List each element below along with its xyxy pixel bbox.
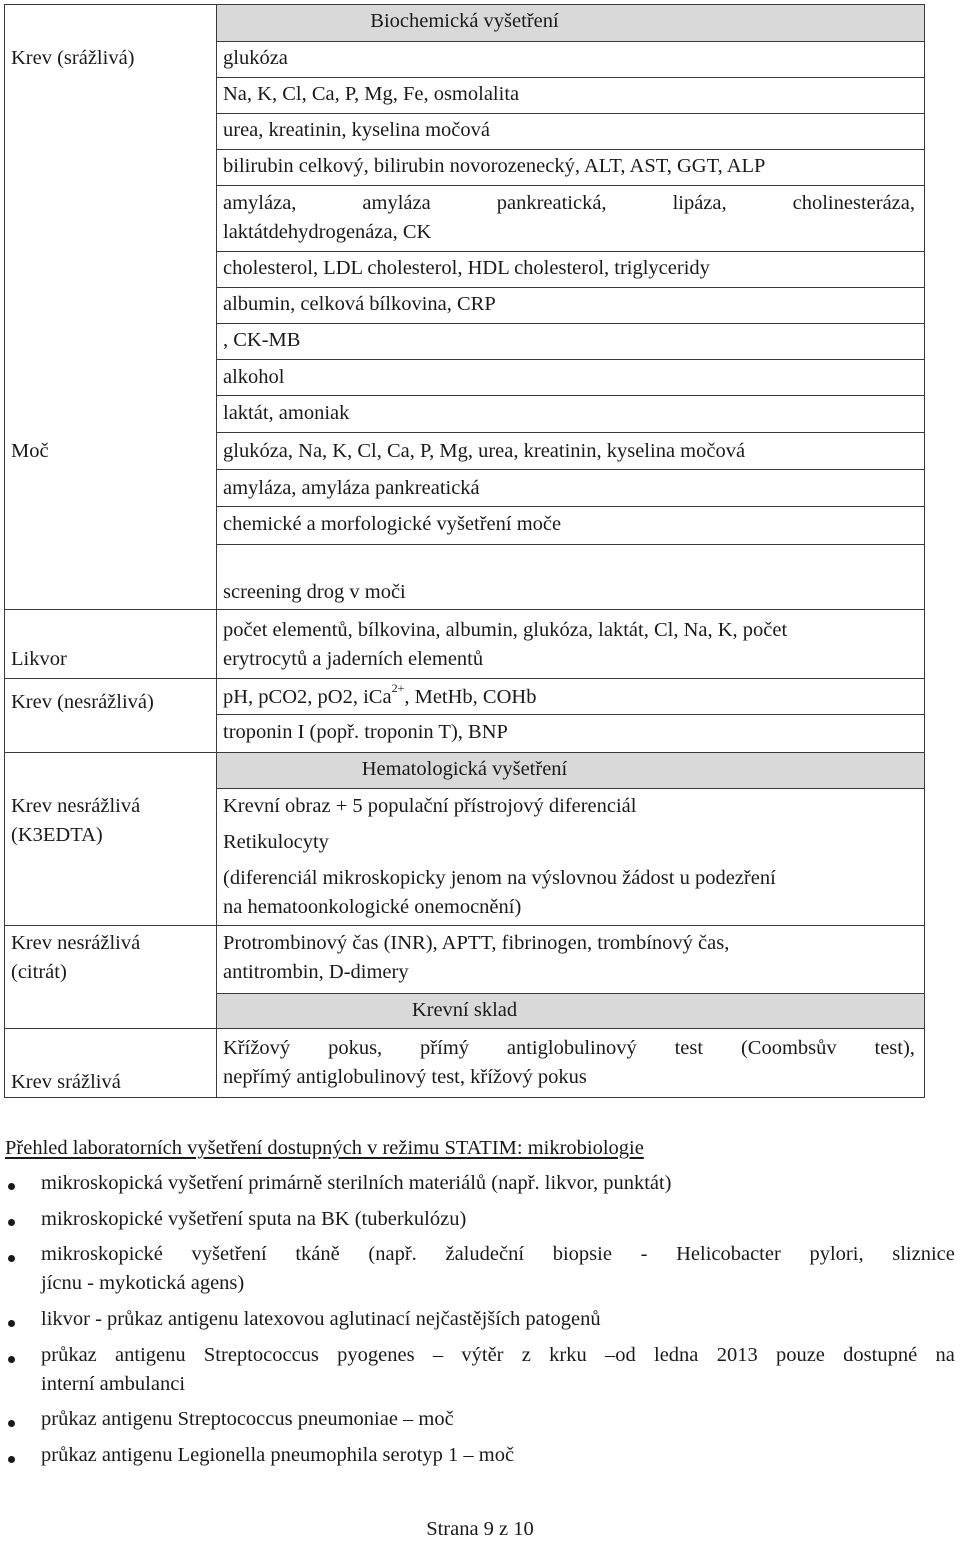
word: lipáza,: [672, 192, 727, 214]
hemat-header: Hematologická vyšetření: [361, 758, 568, 780]
word: (Coombsův: [740, 1037, 837, 1059]
cell-krevni-obraz: Krevní obraz + 5 populační přístrojový diferenciál: [223, 795, 637, 817]
left-sep: [4, 678, 217, 679]
word: Streptococcus: [203, 1344, 319, 1366]
left-sep: [4, 1028, 217, 1029]
cell-amylaza-2: laktátdehydrogenáza, CK: [223, 221, 432, 243]
bullet-dot: [8, 1219, 15, 1226]
cell-screening: screening drog v moči: [223, 581, 406, 603]
list-item-cont: interní ambulanci: [41, 1373, 186, 1395]
cell-cholesterol: cholesterol, LDL cholesterol, HDL cholesterol, triglyceridy: [223, 257, 710, 279]
plyny-text: pH, pCO2, pO2, iCa: [223, 686, 392, 708]
row-sep: [216, 185, 925, 186]
bullet-dot: [8, 1456, 15, 1463]
cell-moc-analyty: glukóza, Na, K, Cl, Ca, P, Mg, urea, kreatinin, kyselina močová: [223, 440, 746, 462]
row-sep: [216, 714, 925, 715]
row-sep: [216, 788, 925, 789]
word: (např.: [368, 1243, 417, 1265]
row-sep: [216, 149, 925, 150]
cell-koagulace-1: Protrombinový čas (INR), APTT, fibrinogen, trombínový čas,: [223, 932, 730, 954]
word: pouze: [775, 1344, 825, 1366]
bullet-dot: [8, 1320, 15, 1327]
word: výtěr: [461, 1344, 504, 1366]
table-border-left: [4, 4, 5, 1098]
row-sep: [216, 77, 925, 78]
cell-krevni-plyny: [223, 683, 536, 712]
list-item: [41, 1240, 955, 1269]
list-item: průkaz antigenu Legionella pneumophila serotyp 1 – moč: [41, 1444, 515, 1466]
row-sep: [216, 469, 925, 470]
cell-krizovy-pokus-2: nepřímý antiglobulinový test, křížový pokus: [223, 1066, 587, 1088]
krevni-sklad-header: Krevní sklad: [411, 999, 518, 1021]
row-sep: [216, 251, 925, 252]
cell-ckmb: , CK-MB: [223, 329, 301, 351]
word: cholinesteráza,: [792, 192, 915, 214]
ica-superscript: 2+: [391, 681, 405, 696]
word: amyláza,: [223, 192, 297, 214]
word: přímý: [420, 1037, 470, 1059]
word: průkaz: [41, 1344, 97, 1366]
label-likvor: Likvor: [11, 648, 67, 670]
cell-troponin: troponin I (popř. troponin T), BNP: [223, 721, 508, 743]
bullet-dot: [8, 1420, 15, 1427]
cell-likvor-1: počet elementů, bílkovina, albumin, glukóza, laktát, Cl, Na, K, počet: [223, 619, 788, 641]
row-sep: [216, 752, 925, 753]
word: vyšetření: [191, 1243, 267, 1265]
word: mikroskopické: [41, 1243, 163, 1265]
bullet-dot: [8, 1356, 15, 1363]
table-border-bottom: [4, 1097, 925, 1098]
word: ledna: [654, 1344, 699, 1366]
label-citrat-2: (citrát): [11, 961, 67, 983]
left-sep: [4, 752, 217, 753]
word: test),: [874, 1037, 915, 1059]
word: pyogenes: [337, 1344, 415, 1366]
word: pylori,: [809, 1243, 864, 1265]
table-col-divider: [216, 4, 217, 1098]
word: test: [674, 1037, 704, 1059]
word: 2013: [716, 1344, 758, 1366]
label-krev-srazliva-2: Krev srážlivá: [11, 1071, 121, 1093]
row-sep: [216, 41, 925, 42]
label-krev-nesrazliva: Krev (nesrážlivá): [11, 691, 154, 713]
cell-moc-chemicke: chemické a morfologické vyšetření moče: [223, 513, 562, 535]
word: –od: [605, 1344, 636, 1366]
word: pokus,: [328, 1037, 383, 1059]
bullet-dot: [8, 1255, 15, 1262]
bullet-dot: [8, 1183, 15, 1190]
label-moc: Moč: [11, 440, 49, 462]
row-sep: [216, 678, 925, 679]
table-border-top: [4, 4, 925, 5]
cell-koagulace-2: antitrombin, D-dimery: [223, 961, 409, 983]
list-item-cont: jícnu - mykotická agens): [41, 1272, 245, 1294]
list-item: likvor - průkaz antigenu latexovou aglutinací nejčastějších patogenů: [41, 1308, 601, 1330]
word: sliznice: [892, 1243, 955, 1265]
row-sep: [216, 993, 925, 994]
word: krku: [549, 1344, 587, 1366]
list-item: [41, 1341, 955, 1370]
cell-bilirubin: bilirubin celkový, bilirubin novorozenecký, ALT, AST, GGT, ALP: [223, 155, 766, 177]
word: antiglobulinový: [506, 1037, 637, 1059]
word: tkáně: [295, 1243, 340, 1265]
row-sep: [216, 395, 925, 396]
word: -: [640, 1243, 648, 1265]
cell-moc-amylaza: amyláza, amyláza pankreatická: [223, 477, 480, 499]
row-sep: [216, 432, 925, 433]
table-border-right: [924, 4, 925, 1098]
left-sep: [4, 925, 217, 926]
word: antigenu: [115, 1344, 186, 1366]
word: Křížový: [223, 1037, 291, 1059]
word: žaludeční: [445, 1243, 525, 1265]
word: –: [432, 1344, 444, 1366]
biochem-header: Biochemická vyšetření: [370, 10, 559, 32]
word: z: [521, 1344, 531, 1366]
word: dostupné: [843, 1344, 918, 1366]
label-krev-srazliva: Krev (srážlivá): [11, 47, 135, 69]
page-number: Strana 9 z 10: [426, 1518, 534, 1540]
row-sep: [216, 359, 925, 360]
cell-albumin: albumin, celková bílkovina, CRP: [223, 293, 496, 315]
row-sep: [216, 287, 925, 288]
list-item: průkaz antigenu Streptococcus pneumoniae – moč: [41, 1408, 454, 1430]
label-k3edta-1: Krev nesrážlivá: [11, 795, 141, 817]
cell-urea: urea, kreatinin, kyselina močová: [223, 119, 490, 141]
cell-diferencial-2: na hematoonkologické onemocnění): [223, 896, 522, 918]
word: Helicobacter: [676, 1243, 781, 1265]
cell-krizovy-pokus: [223, 1034, 915, 1063]
row-sep: [216, 925, 925, 926]
plyny-text-2: , MetHb, COHb: [404, 686, 537, 708]
label-citrat-1: Krev nesrážlivá: [11, 932, 141, 954]
cell-glukoza: glukóza: [223, 47, 288, 69]
row-sep: [216, 506, 925, 507]
left-sep: [4, 609, 217, 610]
word: pankreatická,: [496, 192, 607, 214]
cell-laktat: laktát, amoniak: [223, 402, 350, 424]
row-sep: [216, 609, 925, 610]
row-sep: [216, 1028, 925, 1029]
word: biopsie: [552, 1243, 612, 1265]
cell-diferencial-1: (diferenciál mikroskopicky jenom na výslovnou žádost u podezření: [223, 867, 776, 889]
cell-likvor-2: erytrocytů a jaderních elementů: [223, 648, 484, 670]
label-k3edta-2: (K3EDTA): [11, 824, 103, 846]
row-sep: [216, 544, 925, 545]
list-item: mikroskopické vyšetření sputa na BK (tuberkulózu): [41, 1208, 467, 1230]
cell-retikulocyty: Retikulocyty: [223, 831, 329, 853]
row-sep: [216, 323, 925, 324]
cell-amylaza: [223, 189, 915, 218]
cell-ionty: Na, K, Cl, Ca, P, Mg, Fe, osmolalita: [223, 83, 520, 105]
list-item: mikroskopická vyšetření primárně sterilních materiálů (např. likvor, punktát): [41, 1172, 672, 1194]
section-title: Přehled laboratorních vyšetření dostupných v režimu STATIM: mikrobiologie: [5, 1137, 644, 1159]
word: na: [935, 1344, 955, 1366]
row-sep: [216, 113, 925, 114]
word: amyláza: [362, 192, 431, 214]
cell-alkohol: alkohol: [223, 366, 285, 388]
